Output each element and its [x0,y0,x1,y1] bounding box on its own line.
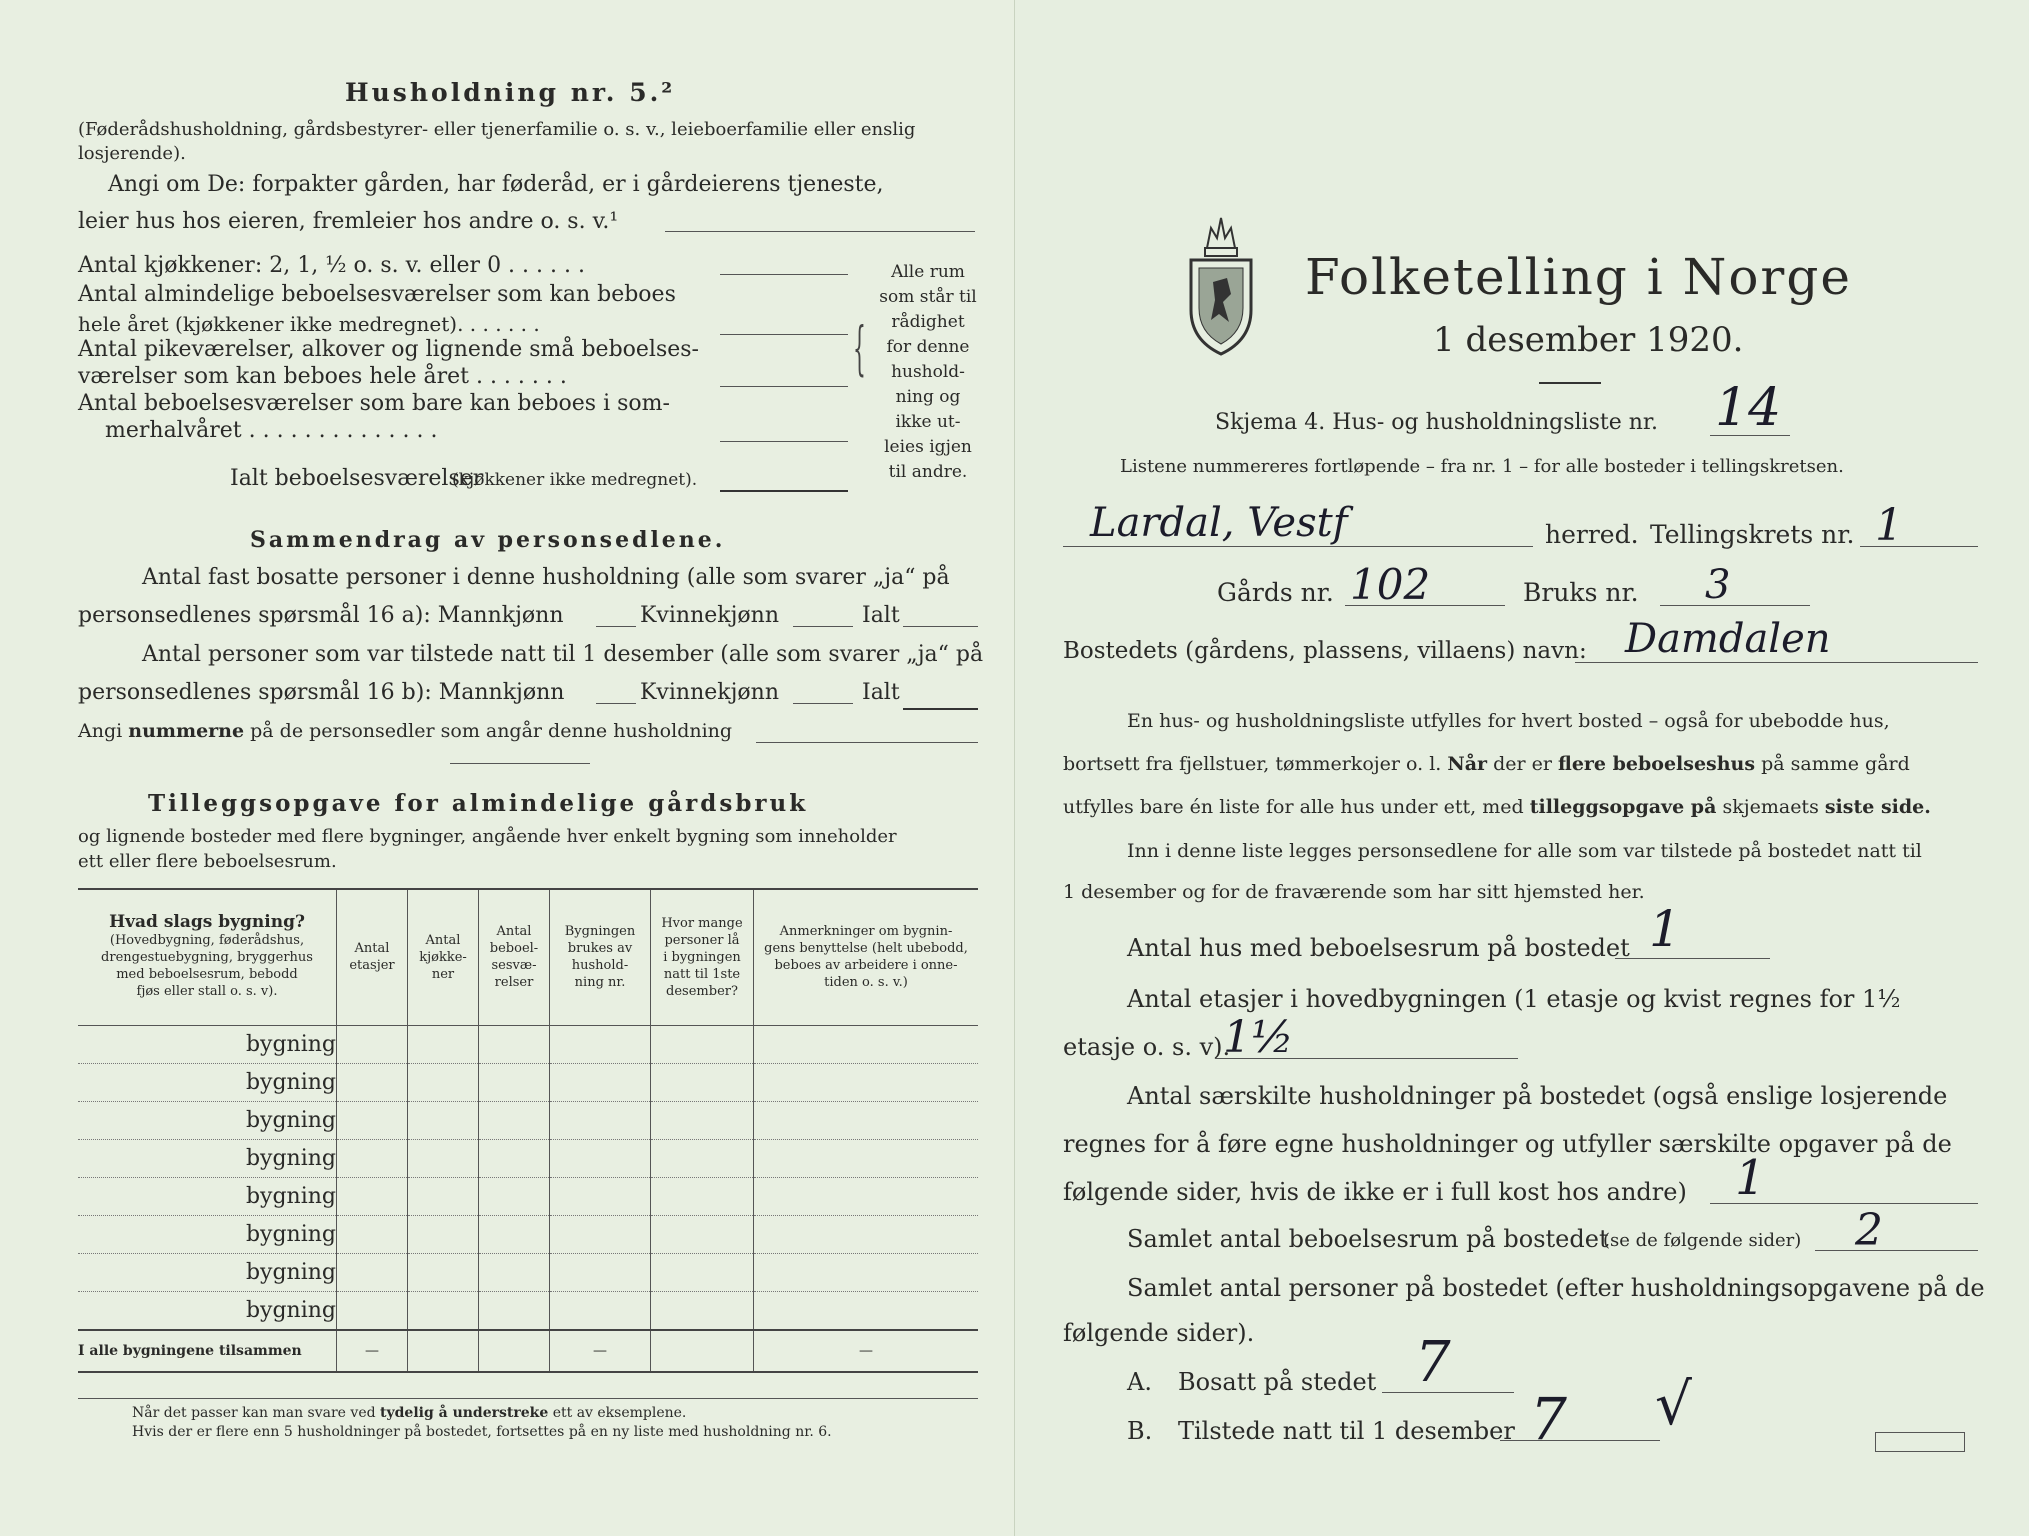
bruks-fill [1660,605,1810,606]
table-row [78,1215,978,1253]
col-header-line: relser [494,975,534,991]
cell[interactable] [550,1291,651,1330]
cell[interactable] [754,1253,979,1291]
cell[interactable] [651,1291,754,1330]
census-date: 1 desember 1920. [1433,320,1744,360]
rum-label: Samlet antal beboelsesrum på bostedet [1127,1225,1609,1253]
herred-fill [1063,546,1533,547]
cell[interactable] [337,1063,408,1101]
bosatt-letter: A. [1127,1368,1152,1396]
col-header-anmerkninger [754,889,979,1025]
col-header-line: gens benyttelse (helt ubebodd, [764,941,968,957]
cell[interactable] [754,1025,979,1063]
total-row [78,1330,978,1372]
fast-mann-fill [596,626,636,627]
col-header-line: hushold- [571,958,629,974]
rum-value[interactable]: 2 [1855,1205,1883,1256]
table-row [78,1101,978,1139]
row-label: bygning [78,1063,337,1101]
col-header-husholdning [550,889,651,1025]
cell[interactable] [479,1177,550,1215]
kjokkener-label: Antal kjøkkener: 2, 1, ½ o. s. v. eller 0 . . . . . . [78,253,585,278]
cell[interactable] [408,1101,479,1139]
intro-3-a: utfylles bare én liste for alle hus under ett, med [1063,796,1530,818]
title-divider [1539,382,1601,384]
cell[interactable] [550,1177,651,1215]
bosted-label: Bostedets (gårdens, plassens, villaens) navn: [1063,638,1587,664]
col-header-line: ner [431,966,455,982]
cell[interactable] [479,1291,550,1330]
cell[interactable] [550,1253,651,1291]
pike-line-2: værelser som kan beboes hele året . . . . . . . [78,364,567,389]
col-header-line: (Hovedbygning, føderådshus, [109,933,305,949]
skjema-label: Skjema 4. Hus- og husholdningsliste nr. [1215,410,1658,435]
brace: { [853,314,866,382]
tilstede-label: Tilstede natt til 1 desember [1178,1417,1515,1445]
intro-1: En hus- og husholdningsliste utfylles for hvert bosted – også for ubebodde hus, [1127,710,1890,732]
row-label: bygning [78,1101,337,1139]
footnote-2: Hvis der er flere enn 5 husholdninger på bostedet, fortsettes på en ny liste med husholdning nr. 6. [132,1424,832,1440]
cell[interactable] [651,1025,754,1063]
table-row [78,1025,978,1063]
brace-line: til andre. [888,462,968,482]
saer-line-1: Antal særskilte husholdninger på bostedet (også enslige losjerende [1127,1082,1948,1110]
ialt-note: (kjøkkener ikke medregnet). [452,470,698,490]
bruks-label: Bruks nr. [1523,578,1639,607]
col-header-etasjer [337,889,408,1025]
intro-5: 1 desember og for de fraværende som har sitt hjemsted her. [1063,881,1645,903]
cell[interactable] [754,1291,979,1330]
printer-stamp [1875,1432,1965,1452]
cell[interactable] [550,1063,651,1101]
rum-fill [1815,1250,1978,1251]
etasjer-fill [1215,1058,1518,1059]
cell[interactable] [651,1139,754,1177]
saer-line-2: regnes for å føre egne husholdninger og utfyller særskilte opgaver på de [1063,1130,1952,1158]
col-header-line: beboes av arbeidere i onne- [774,958,958,974]
cell[interactable] [479,1215,550,1253]
household-title: Husholdning nr. 5.² [345,78,676,107]
row-label: bygning [78,1177,337,1215]
alm-line-2: hele året (kjøkkener ikke medregnet). . . . . . . [78,312,540,336]
saer-line-3: følgende sider, hvis de ikke er i full kost hos andre) [1063,1178,1687,1206]
fast-ialt-label: Ialt [862,603,900,628]
row-label: bygning [78,1291,337,1330]
cell[interactable] [337,1177,408,1215]
cell[interactable] [754,1215,979,1253]
cell[interactable] [550,1025,651,1063]
fast-ialt-fill [903,626,978,627]
tillegg-text-1: og lignende bosteder med flere bygninger, angående hver enkelt bygning som inneholder [78,826,897,847]
row-label: bygning [78,1253,337,1291]
fast-line-2: personsedlenes spørsmål 16 a): Mannkjønn [78,603,564,628]
col-header-line: personer lå [664,932,740,948]
saer-fill [1710,1203,1978,1204]
col-header-line: Hvor mange [661,915,743,931]
footnote-1-b: tydelig å understreke [380,1405,549,1421]
table-row [78,1177,978,1215]
brace-note [873,260,983,485]
col-header-line: Antal [354,941,390,957]
col-header-line: beboel- [489,941,539,957]
etasjer-value[interactable]: 1½ [1223,1012,1294,1063]
cell[interactable] [479,1139,550,1177]
footnote-1-a: Når det passer kan man svare ved [132,1405,381,1421]
cell[interactable] [550,1215,651,1253]
herred-name[interactable]: Lardal, Vestf [1090,500,1348,546]
rum-note: (se de følgende sider) [1603,1230,1802,1251]
intro-4: Inn i denne liste legges personsedlene for alle som var tilstede på bostedet natt til [1127,840,1922,862]
cell[interactable] [479,1253,550,1291]
cell[interactable] [479,1330,550,1372]
col-header-line: Bygningen [564,924,636,940]
tilstede-letter: B. [1127,1417,1153,1445]
census-title: Folketelling i Norge [1305,248,1852,306]
col-header-line: fjøs eller stall o. s. v). [136,984,278,1000]
gards-fill [1345,605,1505,606]
coat-of-arms-icon [1185,210,1257,358]
col-header-line: etasjer [349,958,395,974]
listene-note: Listene nummereres fortløpende – fra nr. 1 – for alle bosteder i tellingskretsen. [1120,456,1844,477]
col-header-line: drengestuebygning, bryggerhus [101,950,313,966]
cell[interactable] [651,1101,754,1139]
footnote-rule [78,1398,978,1399]
ialt-label: Ialt beboelsesværelser [230,466,484,491]
cell[interactable] [337,1291,408,1330]
bosted-name[interactable]: Damdalen [1625,616,1831,662]
skjema-fill [1710,435,1790,436]
cell[interactable] [479,1025,550,1063]
brace-line: Alle rum [891,262,965,282]
bosatt-fill [1382,1392,1514,1393]
cell[interactable] [337,1139,408,1177]
skjema-number[interactable]: 14 [1715,378,1782,438]
til-line-1: Antal personer som var tilstede natt til 1 desember (alle som svarer „ja“ på [142,642,984,667]
total-dash: — [550,1330,651,1372]
col-header-line: natt til 1ste [663,966,741,982]
gards-number[interactable]: 102 [1350,560,1431,609]
intro-2 [1063,753,1910,775]
col-header-line: i bygningen [663,949,741,965]
intro-2-e: på samme gård [1755,753,1910,775]
intro-3-d: siste side. [1824,796,1931,818]
nummerne-b: nummerne [128,720,245,742]
section-divider [450,763,590,764]
cell[interactable] [754,1177,979,1215]
total-dash: — [337,1330,408,1372]
cell[interactable] [408,1215,479,1253]
nummerne-fill [756,742,978,743]
tellingskrets-label: Tellingskrets nr. [1650,520,1855,549]
pers-line-1: Samlet antal personer på bostedet (efter husholdningsopgavene på de [1127,1274,1985,1302]
col-header-line: ning nr. [574,975,626,991]
cell[interactable] [337,1025,408,1063]
cell[interactable] [337,1253,408,1291]
brace-line: rådighet [891,312,965,332]
intro-2-a: bortsett fra fjellstuer, tømmerkojer o. l. [1063,753,1448,775]
tillegg-text-2: ett eller flere beboelsesrum. [78,851,337,872]
angi-line-2: leier hus hos eieren, fremleier hos andre o. s. v.¹ [78,209,619,234]
cell[interactable] [408,1330,479,1372]
fast-kvinne-label: Kvinnekjønn [640,603,779,628]
table-row [78,1291,978,1330]
right-page [1015,0,2029,1536]
cell[interactable] [408,1025,479,1063]
cell[interactable] [408,1139,479,1177]
pers-line-2: følgende sider). [1063,1319,1255,1347]
sommer-line-1: Antal beboelsesværelser som bare kan beboes i som- [78,391,670,416]
nummerne-c: på de personsedler som angår denne husholdning [244,720,733,742]
cell[interactable] [408,1253,479,1291]
col-header-line: Anmerkninger om bygnin- [779,924,953,940]
cell[interactable] [337,1215,408,1253]
brace-line: for denne [886,337,970,357]
intro-3-c: skjemaets [1716,796,1825,818]
til-ialt-fill [903,708,978,710]
nummerne-a: Angi [78,720,129,742]
kjokkener-fill [720,274,848,275]
fast-kvinne-fill [793,626,853,627]
alm-line-1: Antal almindelige beboelsesværelser som kan beboes [78,282,676,307]
til-mann-fill [596,703,636,704]
nummerne-line [78,720,732,742]
tellingskrets-fill [1860,546,1978,547]
hus-label: Antal hus med beboelsesrum på bostedet [1127,934,1630,962]
col-header-line: desember? [666,983,738,999]
building-table [78,888,978,1373]
cell[interactable] [408,1063,479,1101]
cell[interactable] [754,1139,979,1177]
tellingskrets-number[interactable]: 1 [1875,500,1903,551]
cell[interactable] [651,1253,754,1291]
col-header-personer [651,889,754,1025]
angi-line-1: Angi om De: forpakter gården, har føderåd, er i gårdeierens tjeneste, [108,172,884,197]
cell[interactable] [754,1063,979,1101]
intro-2-d: flere beboelseshus [1558,753,1756,775]
cell[interactable] [479,1063,550,1101]
row-label: bygning [78,1215,337,1253]
bruks-number[interactable]: 3 [1705,562,1731,608]
tillegg-title: Tilleggsopgave for almindelige gårdsbruk [148,790,809,817]
check-mark: √ [1655,1370,1692,1438]
intro-3-b: tilleggsopgave på [1529,796,1717,818]
row-label: bygning [78,1139,337,1177]
brace-line: leies igjen [884,437,972,457]
til-ialt-label: Ialt [862,680,900,705]
etasjer-line-1: Antal etasjer i hovedbygningen (1 etasje og kvist regnes for 1½ [1127,985,1901,1013]
table-row [78,1063,978,1101]
footnote-1-c: ett av eksemplene. [548,1405,687,1421]
herred-label: herred. [1545,520,1639,549]
total-dash: — [754,1330,979,1372]
col-header-type [78,889,337,1025]
table-row [78,1139,978,1177]
sommer-line-2: merhalvåret . . . . . . . . . . . . . . [105,418,438,443]
intro-3 [1063,796,1931,818]
cell[interactable] [408,1177,479,1215]
til-kvinne-label: Kvinnekjønn [640,680,779,705]
col-header-line: brukes av [567,941,633,957]
brace-line: ning og [895,387,961,407]
cell[interactable] [651,1330,754,1372]
cell[interactable] [408,1291,479,1330]
col-header-kjokkener [408,889,479,1025]
bosatt-label: Bosatt på stedet [1178,1368,1377,1396]
bosted-fill [1575,662,1978,663]
til-line-2: personsedlenes spørsmål 16 b): Mannkjønn [78,680,565,705]
col-header-line: kjøkke- [419,949,467,965]
brace-line: ikke ut- [895,412,961,432]
pike-fill [720,386,848,387]
sommer-fill [720,441,848,442]
col-header-line: med beboelsesrum, bebodd [116,967,298,983]
tilstede-fill [1500,1440,1660,1441]
bosatt-value[interactable]: 7 [1415,1330,1451,1395]
col-header-type-bold: Hvad slags bygning? [109,912,305,933]
row-label: bygning [78,1025,337,1063]
col-header-line: Antal [496,924,532,940]
brace-line: som står til [879,287,977,307]
col-header-line: sesvæ- [491,958,537,974]
col-header-line: tiden o. s. v.) [824,975,908,991]
pike-line-1: Antal pikeværelser, alkover og lignende små beboelses- [78,337,699,362]
angi-fill-line [665,231,975,232]
col-header-beboelse [479,889,550,1025]
cell[interactable] [550,1139,651,1177]
total-label: I alle bygningene tilsammen [78,1342,302,1359]
footnote-1 [132,1405,686,1421]
household-subtitle: (Føderådshusholdning, gårdsbestyrer- eller tjenerfamilie o. s. v., leieboerfamilie eller enslig losjerende). [78,119,916,164]
cell[interactable] [337,1101,408,1139]
gards-label: Gårds nr. [1217,578,1334,607]
ialt-fill [720,490,848,492]
cell[interactable] [479,1101,550,1139]
hus-value[interactable]: 1 [1649,900,1681,958]
cell[interactable] [651,1063,754,1101]
intro-2-b: Når [1447,753,1488,775]
hus-fill [1615,958,1770,959]
alm-fill [720,334,848,335]
til-kvinne-fill [793,703,853,704]
tilstede-value[interactable]: 7 [1530,1385,1567,1453]
brace-line: hushold- [891,362,965,382]
table-row [78,1253,978,1291]
cell[interactable] [651,1215,754,1253]
summary-title: Sammendrag av personsedlene. [250,527,726,553]
intro-2-c: der er [1487,753,1558,775]
cell[interactable] [550,1101,651,1139]
etasjer-line-2: etasje o. s. v). [1063,1033,1231,1061]
fast-line-1: Antal fast bosatte personer i denne husholdning (alle som svarer „ja“ på [142,565,950,590]
cell[interactable] [651,1177,754,1215]
saer-value[interactable]: 1 [1735,1150,1766,1206]
cell[interactable] [754,1101,979,1139]
col-header-line: Antal [425,932,461,948]
